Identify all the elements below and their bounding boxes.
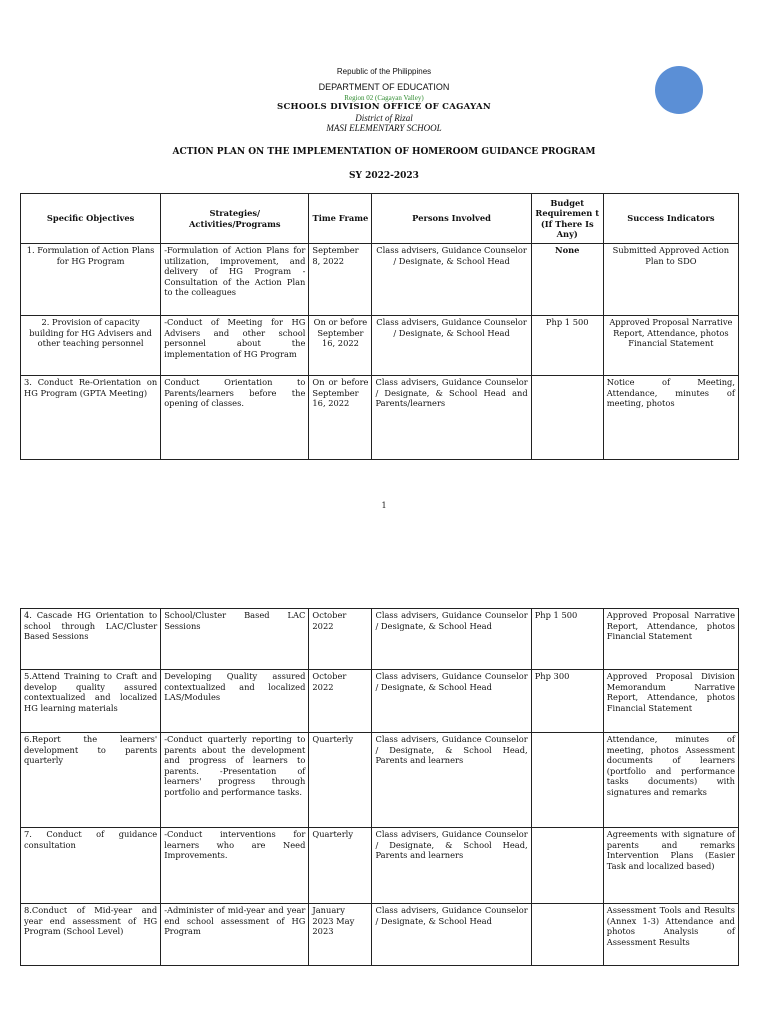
table-row (21, 733, 739, 828)
cell-time-frame: October 2022 (309, 670, 372, 733)
table-row (21, 376, 739, 460)
page-number: 1 (381, 501, 387, 510)
cell-persons: Class advisers, Guidance Counselor / Designate, & School Head (372, 904, 531, 966)
table-row (21, 316, 739, 376)
cell-strategy: School/Cluster Based LAC Sessions (161, 609, 309, 670)
cell-budget: None (531, 244, 603, 316)
table-row (21, 904, 739, 966)
department-line: DEPARTMENT OF EDUCATION (318, 82, 450, 92)
cell-budget (531, 828, 603, 904)
cell-strategy: -Administer of mid-year and year end school assessment of HG Program (161, 904, 309, 966)
cell-indicators: Approved Proposal Narrative Report, Attendance, photos Financial Statement (603, 316, 738, 376)
header-indicators: Success Indicators (603, 194, 738, 244)
district-line: District of Rizal (355, 113, 413, 123)
cell-strategy: -Conduct quarterly reporting to parents about the development and progress of learners to parents. -Presentation of learners' progress through portfolio and performance tasks. (161, 733, 309, 828)
cell-time-frame: October 2022 (309, 609, 372, 670)
cell-persons: Class advisers, Guidance Counselor / Designate, & School Head (372, 670, 531, 733)
school-year: SY 2022-2023 (349, 171, 419, 181)
cell-persons: Class advisers, Guidance Counselor / Designate, & School Head, Parents and learners (372, 828, 531, 904)
cell-strategy: Developing Quality assured contextualized and localized LAS/Modules (161, 670, 309, 733)
cell-budget (531, 376, 603, 460)
cell-indicators: Approved Proposal Narrative Report, Attendance, photos Financial Statement (603, 609, 738, 670)
cell-time-frame: On or before September 16, 2022 (309, 316, 372, 376)
cell-persons: Class advisers, Guidance Counselor / Designate, & School Head and Parents/learners (372, 376, 531, 460)
republic-line: Republic of the Philippines (336, 67, 432, 76)
cell-objective: 3. Conduct Re-Orientation on HG Program (GPTA Meeting) (21, 376, 161, 460)
header-time-frame: Time Frame (309, 194, 372, 244)
action-plan-table-page1 (20, 193, 739, 460)
cell-budget (531, 733, 603, 828)
header-budget: Budget Requiremen t (If There Is Any) (531, 194, 603, 244)
cell-indicators: Attendance, minutes of meeting, photos Assessment documents of learners (portfolio and performance tasks documents) with signatures and remarks (603, 733, 738, 828)
cell-objective: 4. Cascade HG Orientation to school through LAC/Cluster Based Sessions (21, 609, 161, 670)
table-row (21, 609, 739, 670)
cell-persons: Class advisers, Guidance Counselor / Designate, & School Head (372, 609, 531, 670)
table-row (21, 244, 739, 316)
cell-indicators: Assessment Tools and Results (Annex 1-3) Attendance and photos Analysis of Assessment Results (603, 904, 738, 966)
region-line: Region 02 (Cagayan Valley) (344, 94, 424, 102)
cell-budget: Php 1 500 (531, 316, 603, 376)
header-persons: Persons Involved (372, 194, 531, 244)
cell-strategy: -Conduct of Meeting for HG Advisers and other school personnel about the implementation of HG Program (161, 316, 309, 376)
document-title: ACTION PLAN ON THE IMPLEMENTATION OF HOMEROOM GUIDANCE PROGRAM (172, 147, 596, 157)
cell-time-frame: January 2023 May 2023 (309, 904, 372, 966)
cell-persons: Class advisers, Guidance Counselor / Designate, & School Head (372, 316, 531, 376)
cell-objective: 6.Report the learners' development to parents quarterly (21, 733, 161, 828)
school-line: MASI ELEMENTARY SCHOOL (326, 123, 442, 133)
cell-indicators: Submitted Approved Action Plan to SDO (603, 244, 738, 316)
cell-strategy: Conduct Orientation to Parents/learners before the opening of classes. (161, 376, 309, 460)
school-logo (655, 66, 703, 114)
cell-objective: 2. Provision of capacity building for HG Advisers and other teaching personnel (21, 316, 161, 376)
cell-objective: 8.Conduct of Mid-year and year end assessment of HG Program (School Level) (21, 904, 161, 966)
cell-objective: 5.Attend Training to Craft and develop quality assured contextualized and localized HG learning materials (21, 670, 161, 733)
cell-time-frame: Quarterly (309, 828, 372, 904)
cell-time-frame: September 8, 2022 (309, 244, 372, 316)
table-row (21, 670, 739, 733)
cell-indicators: Agreements with signature of parents and remarks Intervention Plans (Easier Task and localized based) (603, 828, 738, 904)
cell-strategy: -Conduct interventions for learners who are Need Improvements. (161, 828, 309, 904)
cell-budget (531, 904, 603, 966)
cell-persons: Class advisers, Guidance Counselor / Designate, & School Head, Parents and learners (372, 733, 531, 828)
header-strategies: Strategies/ Activities/Programs (161, 194, 309, 244)
action-plan-table-page2 (20, 608, 739, 966)
cell-strategy: -Formulation of Action Plans for utilization, improvement, and delivery of HG Program -Consultation of the Action Plan to the colleagues (161, 244, 309, 316)
cell-time-frame: Quarterly (309, 733, 372, 828)
cell-persons: Class advisers, Guidance Counselor / Designate, & School Head (372, 244, 531, 316)
cell-time-frame: On or before September 16, 2022 (309, 376, 372, 460)
cell-budget: Php 300 (531, 670, 603, 733)
table-row (21, 828, 739, 904)
cell-budget: Php 1 500 (531, 609, 603, 670)
division-line: SCHOOLS DIVISION OFFICE OF CAGAYAN (277, 102, 491, 112)
table-header-row (21, 194, 739, 244)
cell-objective: 1. Formulation of Action Plans for HG Program (21, 244, 161, 316)
header-objectives: Specific Objectives (21, 194, 161, 244)
cell-indicators: Notice of Meeting, Attendance, minutes of meeting, photos (603, 376, 738, 460)
cell-objective: 7. Conduct of guidance consultation (21, 828, 161, 904)
cell-indicators: Approved Proposal Division Memorandum Narrative Report, Attendance, photos Financial Statement (603, 670, 738, 733)
